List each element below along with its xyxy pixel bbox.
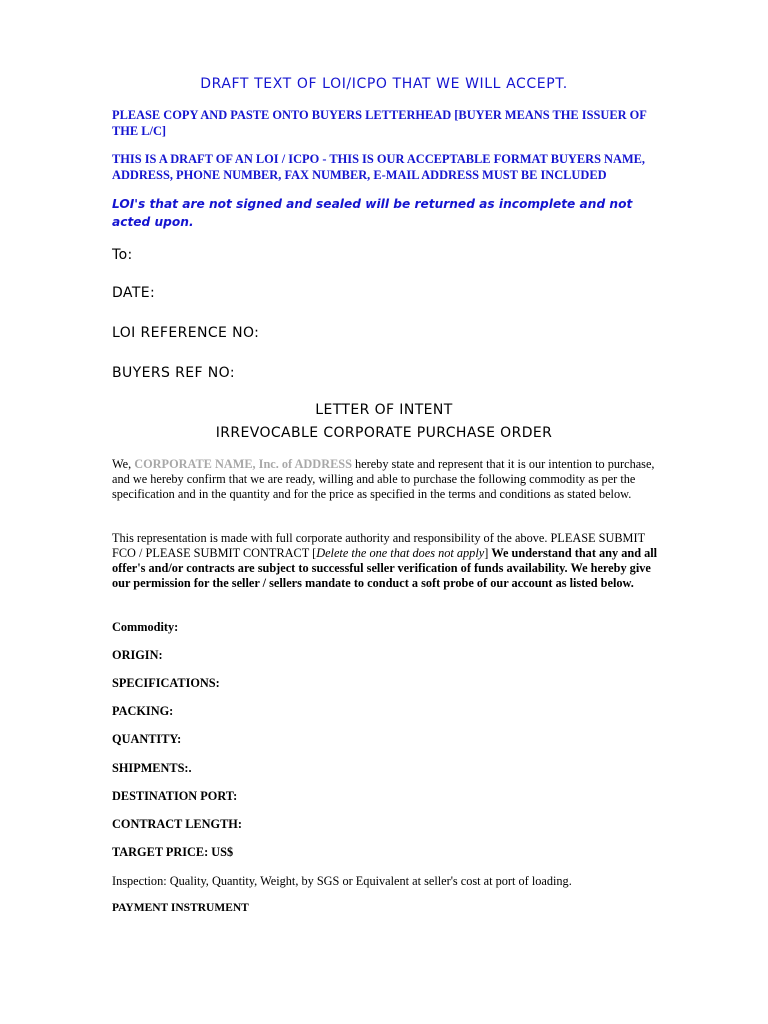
- field-buyers-ref: BUYERS REF NO:: [112, 365, 235, 381]
- instruction-format: THIS IS A DRAFT OF AN LOI / ICPO - THIS IS OUR ACCEPTABLE FORMAT BUYERS NAME, ADDRESS, PHONE NUMBER, FAX NUMBER, E-MAIL ADDRESS MUST BE INCLUDED: [112, 152, 646, 182]
- inspection-line: Inspection: Quality, Quantity, Weight, by SGS or Equivalent at seller's cost at port of loading.: [112, 874, 572, 888]
- heading-purchase-order: IRREVOCABLE CORPORATE PURCHASE ORDER: [215, 425, 553, 441]
- authority-bracket-close: ]: [484, 546, 492, 560]
- spec-destination-port: DESTINATION PORT:: [112, 789, 238, 803]
- spec-specifications: SPECIFICATIONS:: [112, 676, 220, 690]
- heading-letter-of-intent: LETTER OF INTENT: [315, 402, 453, 418]
- payment-instrument-heading: PAYMENT INSTRUMENT: [112, 902, 249, 914]
- field-to: To:: [112, 247, 133, 263]
- field-date: DATE:: [112, 285, 156, 301]
- authority-bold-text: We understand that any and all offer's and/or contracts are subject to successful seller verification of funds availability. We hereby give our permission for the seller / sellers mandate to conduct a soft probe of our account as listed below.: [112, 546, 658, 590]
- field-loi-reference: LOI REFERENCE NO:: [112, 325, 260, 341]
- corporate-name-placeholder: CORPORATE NAME, Inc. of ADDRESS: [134, 457, 352, 471]
- authority-text: This representation is made with full corporate authority and responsibility of the above. PLEASE SUBMIT FCO / PLEASE SUBMIT CONTRACT [: [112, 531, 645, 560]
- spec-target-price: TARGET PRICE: US$: [112, 845, 234, 859]
- intent-prefix: We,: [112, 457, 135, 471]
- authority-italic-note: Delete the one that does not apply: [316, 546, 485, 560]
- document-title: DRAFT TEXT OF LOI/ICPO THAT WE WILL ACCEPT.: [200, 76, 568, 92]
- spec-shipments: SHIPMENTS:.: [112, 761, 192, 775]
- spec-contract-length: CONTRACT LENGTH:: [112, 817, 242, 831]
- intent-paragraph: [112, 457, 660, 502]
- spec-commodity: Commodity:: [112, 620, 179, 634]
- signature-note: LOI's that are not signed and sealed will be returned as incomplete and not acted upon.: [112, 197, 633, 229]
- intent-text: hereby state and represent that it is our intention to purchase, and we hereby confirm that we are ready, willing and able to purchase the following commodity as per the specification and in the quantity and for the price as specified in the terms and conditions as stated below.: [112, 457, 655, 501]
- instruction-letterhead: PLEASE COPY AND PASTE ONTO BUYERS LETTERHEAD [BUYER MEANS THE ISSUER OF THE L/C]: [112, 108, 647, 138]
- authority-paragraph: [112, 531, 660, 591]
- spec-packing: PACKING:: [112, 704, 174, 718]
- spec-origin: ORIGIN:: [112, 648, 163, 662]
- spec-quantity: QUANTITY:: [112, 732, 182, 746]
